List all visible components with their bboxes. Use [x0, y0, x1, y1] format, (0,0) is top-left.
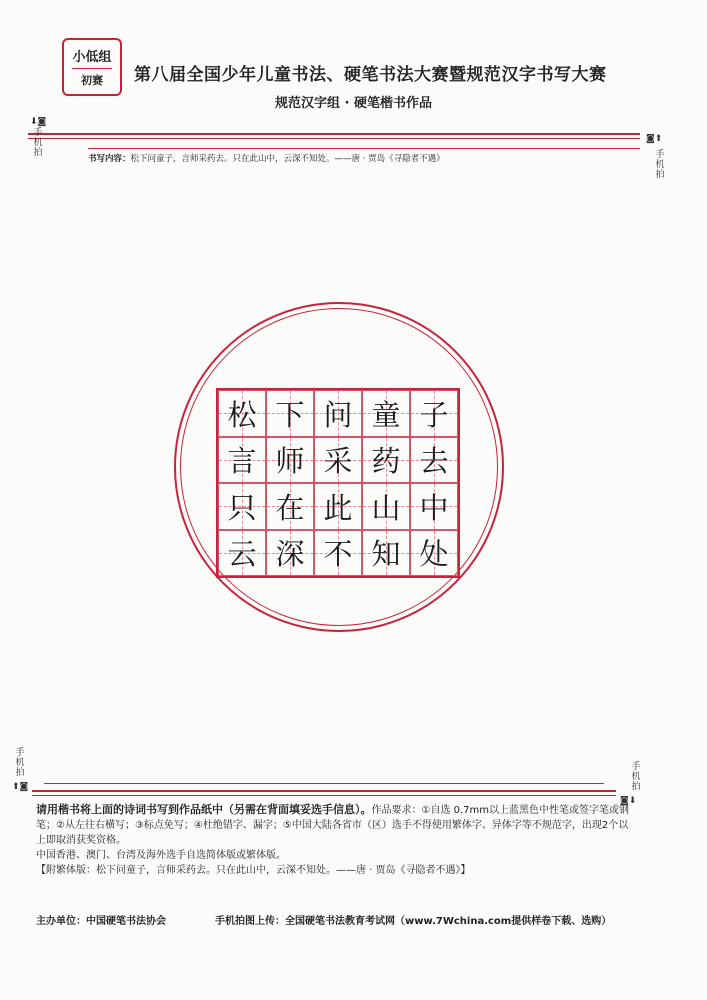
badge-group: 小低组 [72, 46, 111, 69]
writing-grid [216, 388, 460, 578]
grid-cell: 言 [218, 437, 266, 484]
writing-content-label: 书写内容： [88, 154, 131, 164]
side-label-bottom-right: 手 机 拍 [631, 762, 641, 792]
bottom-rule-thin [32, 795, 616, 796]
grid-cell: 师 [266, 437, 314, 484]
writing-content-text: 松下问童子，言师采药去。只在此山中，云深不知处。——唐 · 贾岛《寻隐者不遇》 [130, 154, 445, 164]
requirements [36, 802, 636, 878]
requirements-body: 作品要求：①自选 0.7mm以上蓝黑色中性笔或签字笔或钢笔；②从左往右横写；③标点免写；④杜绝错字、漏字；⑤中国大陆各省市（区）选手不得使用繁体字、异体字等不规范字，出现2个以上即取消获奖资格。 [36, 805, 630, 846]
category-badge [62, 38, 122, 96]
grid-cell: 在 [266, 483, 314, 530]
requirements-overseas: 中国香港、澳门、台湾及海外选手自选简体版或繁体版。 [36, 850, 286, 861]
grid-cell: 药 [362, 437, 410, 484]
grid-cell: 此 [314, 483, 362, 530]
requirements-lead: 请用楷书将上面的诗词书写到作品纸中（另需在背面填妥选手信息）。 [36, 803, 372, 816]
grid-cell: 子 [410, 390, 458, 437]
bottom-rule-inner [44, 783, 604, 784]
top-rule-inner [88, 148, 640, 149]
grid-cell: 下 [266, 390, 314, 437]
camera-icon: ⬆◙ [12, 782, 29, 792]
requirements-traditional: 【附繁体版：松下问童子，言师采药去。只在此山中，云深不知处。——唐 · 贾岛《寻隐者不遇》】 [36, 865, 471, 876]
writing-content [88, 152, 445, 164]
camera-icon: ◙⬆ [646, 134, 663, 144]
grid-cell: 云 [218, 530, 266, 577]
page-title: 第八届全国少年儿童书法、硬笔书法大赛暨规范汉字书写大赛 [134, 65, 607, 85]
camera-icon: ⬇◙ [30, 117, 47, 127]
grid-cell: 深 [266, 530, 314, 577]
grid-cell: 松 [218, 390, 266, 437]
top-rule-thin [28, 138, 640, 139]
top-rule [28, 133, 640, 135]
bottom-rule [32, 790, 616, 792]
grid-cell: 采 [314, 437, 362, 484]
grid-cell: 山 [362, 483, 410, 530]
grid-cell: 中 [410, 483, 458, 530]
organizer: 主办单位：中国硬笔书法协会 [36, 916, 166, 927]
side-label-top-left: 手 机 拍 [33, 128, 43, 158]
page-subtitle: 规范汉字组 · 硬笔楷书作品 [275, 96, 432, 111]
grid-cell: 知 [362, 530, 410, 577]
badge-round: 初赛 [81, 74, 103, 87]
grid-cell: 童 [362, 390, 410, 437]
grid-cell: 处 [410, 530, 458, 577]
grid-cell: 只 [218, 483, 266, 530]
grid-cell: 不 [314, 530, 362, 577]
side-label-top-right: 手 机 拍 [655, 150, 665, 180]
side-label-bottom-left: 手 机 拍 [15, 748, 25, 778]
camera-icon: ◙⬇ [620, 796, 637, 806]
grid-cell: 问 [314, 390, 362, 437]
grid-cell: 去 [410, 437, 458, 484]
upload-info: 手机拍图上传：全国硬笔书法教育考试网（www.7Wchina.com提供样卷下载、选购） [215, 916, 612, 927]
